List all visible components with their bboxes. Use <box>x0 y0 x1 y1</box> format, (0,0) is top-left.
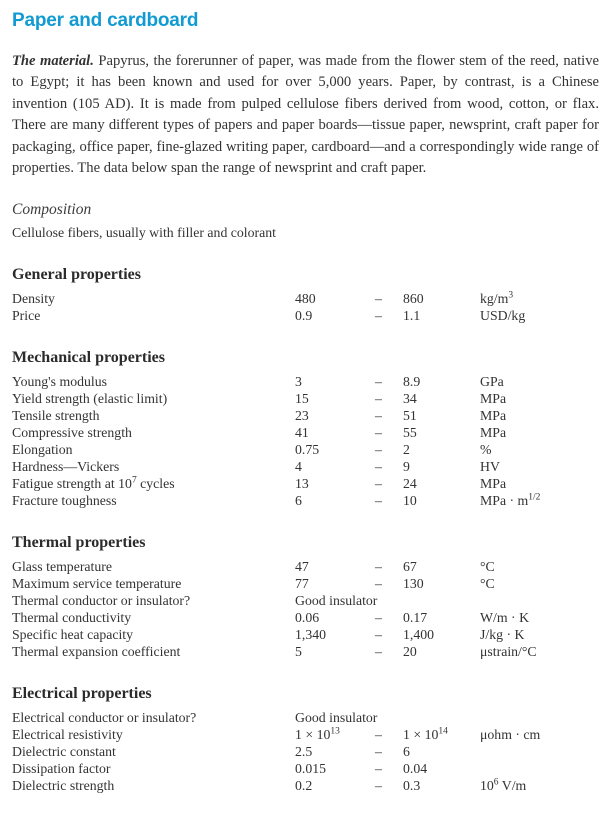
property-name: Dissipation factor <box>12 761 111 777</box>
composition-heading: Composition <box>12 201 92 219</box>
property-max-value: 1.1 <box>403 308 421 324</box>
property-min-value: 0.75 <box>295 442 320 458</box>
property-unit: $kg/m^3$ <box>480 290 514 307</box>
property-min-value: 3 <box>295 374 302 390</box>
property-min-value: 4 <box>295 459 302 475</box>
range-dash: – <box>375 408 382 424</box>
table-row <box>12 390 599 407</box>
property-min-value: 0.015 <box>295 761 327 777</box>
table-row <box>12 424 599 441</box>
property-name: Hardness—Vickers <box>12 459 120 475</box>
property-unit <box>480 743 599 760</box>
property-max-value: 0.17 <box>403 610 428 626</box>
property-unit: MPa · $m^{1/2}$ <box>480 492 541 509</box>
table-row <box>12 777 599 794</box>
property-max-value: 1,400 <box>403 627 435 643</box>
range-dash: – <box>375 610 382 626</box>
table-row <box>12 475 599 492</box>
property-max-value: 6 <box>403 744 410 760</box>
section-heading: Thermal properties <box>12 534 146 552</box>
property-unit: MPa <box>480 391 507 407</box>
range-dash: – <box>375 744 382 760</box>
property-unit: °C <box>480 559 495 575</box>
table-row <box>12 407 599 424</box>
property-min-value: 5 <box>295 644 302 660</box>
property-unit: GPa <box>480 374 504 390</box>
property-text-value: Good insulator <box>295 710 378 726</box>
range-dash: – <box>375 476 382 492</box>
range-dash: – <box>375 644 382 660</box>
property-name: Glass temperature <box>12 559 112 575</box>
property-unit: μstrain/°C <box>480 644 537 660</box>
property-min-value: 0.2 <box>295 778 313 794</box>
property-name: Compressive strength <box>12 425 132 441</box>
table-row <box>12 492 599 509</box>
property-max-value: 55 <box>403 425 417 441</box>
property-min-value: 480 <box>295 291 316 307</box>
property-max-value: 0.04 <box>403 761 428 777</box>
property-unit: % <box>480 442 492 458</box>
property-min-value: 23 <box>295 408 309 424</box>
property-name: Thermal expansion coefficient <box>12 644 181 660</box>
property-name: Specific heat capacity <box>12 627 134 643</box>
table-row <box>12 643 599 660</box>
table-row <box>12 290 599 307</box>
table-row <box>12 592 599 609</box>
property-unit: μohm · cm <box>480 727 541 743</box>
composition-text: Cellulose fibers, usually with filler and colorant <box>12 225 276 241</box>
property-name: Dielectric strength <box>12 778 115 794</box>
property-min-value: 47 <box>295 559 309 575</box>
property-name: Dielectric constant <box>12 744 116 760</box>
table-row <box>12 441 599 458</box>
range-dash: – <box>375 778 382 794</box>
table-row <box>12 558 599 575</box>
section-electrical-properties <box>12 685 599 794</box>
property-max-value: 860 <box>403 291 424 307</box>
range-dash: – <box>375 559 382 575</box>
table-row <box>12 760 599 777</box>
property-name: Thermal conductor or insulator? <box>12 593 191 609</box>
table-row <box>12 373 599 390</box>
property-name: Young's modulus <box>12 374 108 390</box>
section-thermal-properties <box>12 534 599 660</box>
property-max-value: $1 \times 10^{14}$ <box>403 726 448 743</box>
range-dash: – <box>375 291 382 307</box>
property-max-value: 34 <box>403 391 417 407</box>
table-row <box>12 458 599 475</box>
range-dash: – <box>375 442 382 458</box>
range-dash: – <box>375 493 382 509</box>
property-unit: USD/kg <box>480 308 526 324</box>
range-dash: – <box>375 727 382 743</box>
property-min-value: $1 \times 10^{13}$ <box>295 726 340 743</box>
property-min-value: 13 <box>295 476 309 492</box>
property-unit: $10^6$ V/m <box>480 777 527 794</box>
property-min-value: 41 <box>295 425 309 441</box>
property-min-value: 6 <box>295 493 302 509</box>
property-name: Maximum service temperature <box>12 576 182 592</box>
section-heading: General properties <box>12 266 142 284</box>
table-row <box>12 709 599 726</box>
property-name: Elongation <box>12 442 73 458</box>
property-max-value: 2 <box>403 442 410 458</box>
property-sections <box>12 266 599 794</box>
section-heading: Electrical properties <box>12 685 152 703</box>
property-max-value: 0.3 <box>403 778 421 794</box>
property-max-value: 130 <box>403 576 424 592</box>
range-dash: – <box>375 576 382 592</box>
range-dash: – <box>375 627 382 643</box>
property-min-value: 0.06 <box>295 610 320 626</box>
property-name: Yield strength (elastic limit) <box>12 391 168 407</box>
property-text-value: Good insulator <box>295 593 378 609</box>
property-unit: W/m · K <box>480 610 530 626</box>
property-max-value: 8.9 <box>403 374 421 390</box>
property-unit: MPa <box>480 408 507 424</box>
property-unit: MPa <box>480 425 507 441</box>
range-dash: – <box>375 425 382 441</box>
property-name: Electrical resistivity <box>12 727 123 743</box>
property-max-value: 10 <box>403 493 417 509</box>
section-heading: Mechanical properties <box>12 349 166 367</box>
property-name: Electrical conductor or insulator? <box>12 710 197 726</box>
property-name: Density <box>12 291 55 307</box>
property-unit: HV <box>480 459 500 475</box>
intro-text: Papyrus, the forerunner of paper, was made from the flower stem of the reed, native to Egypt; it has been known and used for over 5,000 years. Paper, by contrast, is a Chinese invention (105 AD). It is made from pulped cellulose fibers derived from wood, cotton, or flax. There are many different types of papers and paper boards—tissue paper, newsprint, craft paper for packaging, office paper, fine-glazed writing paper, cardboard—and a correspondingly wide range of properties. The data below span the range of newsprint and craft paper. <box>12 53 599 177</box>
property-max-value: 67 <box>403 559 417 575</box>
property-unit: MPa <box>480 476 507 492</box>
property-min-value: 15 <box>295 391 309 407</box>
property-max-value: 51 <box>403 408 417 424</box>
table-row <box>12 626 599 643</box>
range-dash: – <box>375 761 382 777</box>
range-dash: – <box>375 391 382 407</box>
table-row <box>12 726 599 743</box>
property-name: Tensile strength <box>12 408 100 424</box>
table-row <box>12 575 599 592</box>
property-unit <box>480 760 599 777</box>
property-unit: °C <box>480 576 495 592</box>
section-general-properties <box>12 266 599 324</box>
property-max-value: 9 <box>403 459 410 475</box>
range-dash: – <box>375 374 382 390</box>
table-row <box>12 609 599 626</box>
property-name: Fracture toughness <box>12 493 117 509</box>
property-max-value: 24 <box>403 476 417 492</box>
property-min-value: 2.5 <box>295 744 313 760</box>
property-name: Fatigue strength at $10^7$ cycles <box>12 475 175 492</box>
intro-paragraph <box>12 51 599 179</box>
property-name: Price <box>12 308 41 324</box>
range-dash: – <box>375 308 382 324</box>
property-min-value: 1,340 <box>295 627 327 643</box>
table-row <box>12 307 599 324</box>
section-mechanical-properties <box>12 349 599 509</box>
property-unit: J/kg · K <box>480 627 525 643</box>
page-title: Paper and cardboard <box>12 10 199 31</box>
intro-lead: The material. <box>12 53 94 69</box>
property-min-value: 77 <box>295 576 309 592</box>
property-max-value: 20 <box>403 644 417 660</box>
property-name: Thermal conductivity <box>12 610 132 626</box>
property-min-value: 0.9 <box>295 308 313 324</box>
range-dash: – <box>375 459 382 475</box>
table-row <box>12 743 599 760</box>
